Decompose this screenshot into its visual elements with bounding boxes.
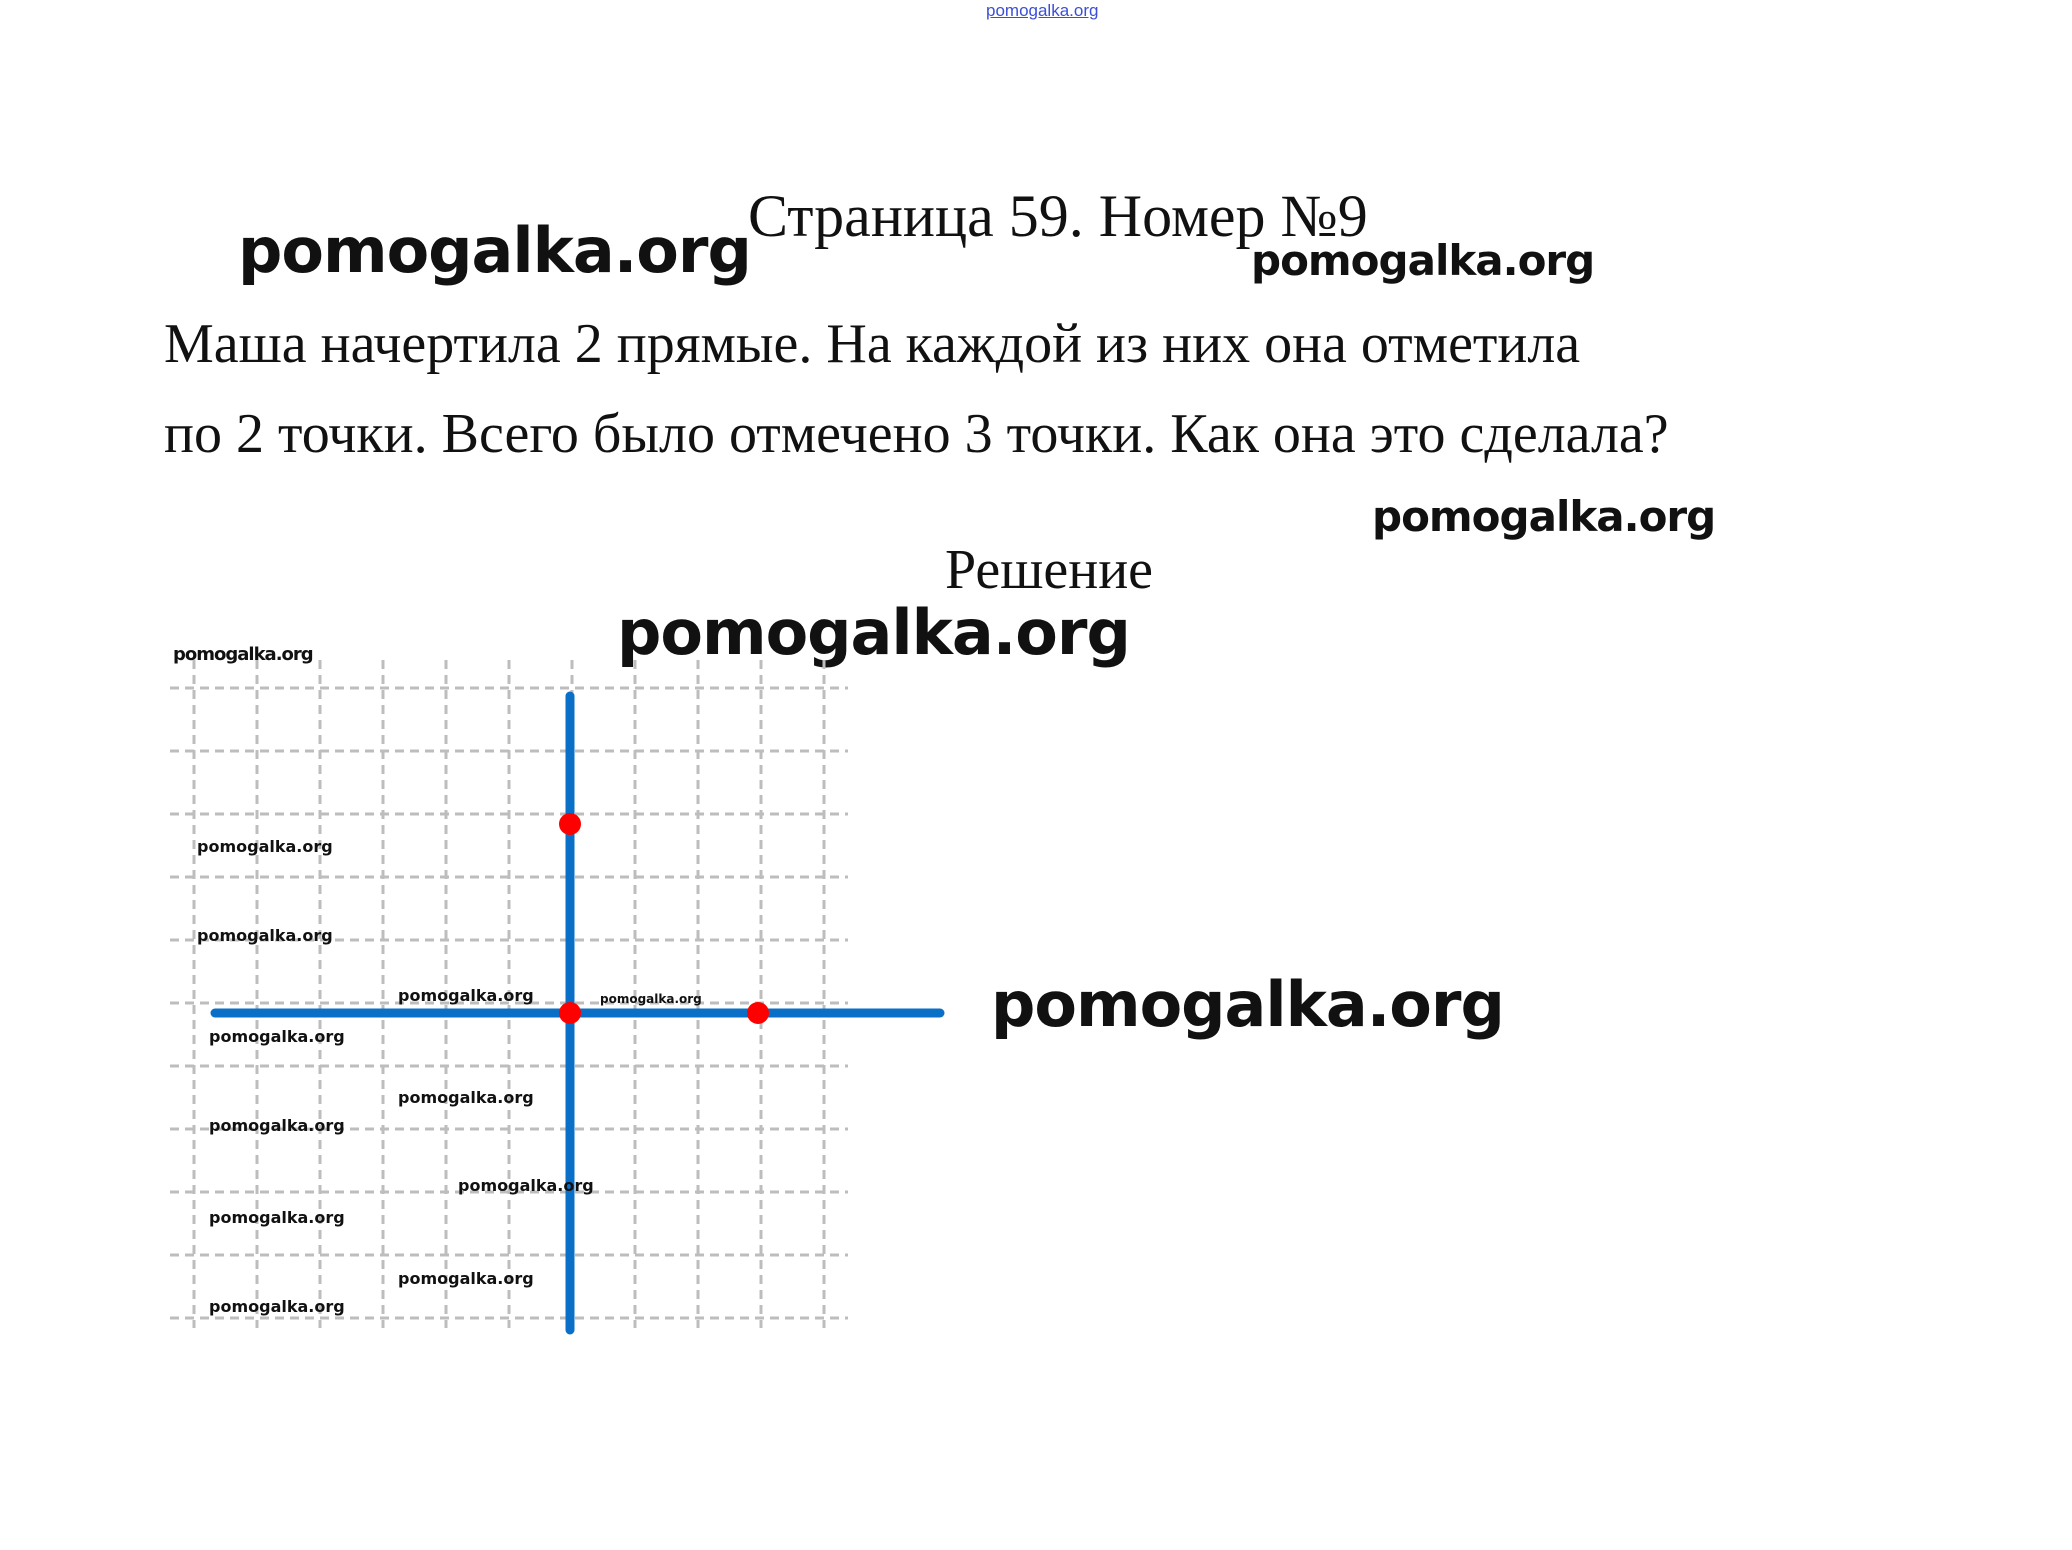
watermark-grid-small: pomogalka.org	[209, 1208, 345, 1227]
problem-line-1: Маша начертила 2 прямые. На каждой из них она отметила	[164, 313, 1581, 375]
watermark-over-grid: pomogalka.org	[617, 596, 1130, 669]
watermark-grid-small: pomogalka.org	[197, 837, 333, 856]
problem-line-2: по 2 точки. Всего было отмечено 3 точки. Как она это сделала?	[164, 403, 1669, 465]
header-link[interactable]: pomogalka.org	[986, 1, 1099, 20]
watermark-grid-small: pomogalka.org	[600, 992, 702, 1006]
page-title: Страница 59. Номер №9	[748, 183, 1368, 249]
point-top	[559, 813, 581, 835]
watermark-grid-small: pomogalka.org	[209, 1297, 345, 1316]
watermark-grid-top-left: pomogalka.org	[173, 644, 313, 665]
grid-figure	[160, 660, 980, 1360]
watermark-grid-small: pomogalka.org	[209, 1027, 345, 1046]
watermark-grid-small: pomogalka.org	[197, 926, 333, 945]
point-right	[747, 1002, 769, 1024]
watermark-grid-small: pomogalka.org	[398, 1269, 534, 1288]
watermark-right-large: pomogalka.org	[991, 968, 1504, 1041]
watermark-large-left: pomogalka.org	[238, 214, 751, 287]
watermark-grid-small: pomogalka.org	[398, 1088, 534, 1107]
watermark-grid-small: pomogalka.org	[458, 1176, 594, 1195]
watermark-right-mid: pomogalka.org	[1372, 492, 1716, 541]
point-intersection	[559, 1002, 581, 1024]
watermark-grid-small: pomogalka.org	[209, 1116, 345, 1135]
watermark-under-title: pomogalka.org	[1251, 236, 1595, 285]
solution-label: Решение	[945, 539, 1154, 601]
watermark-grid-small: pomogalka.org	[398, 986, 534, 1005]
